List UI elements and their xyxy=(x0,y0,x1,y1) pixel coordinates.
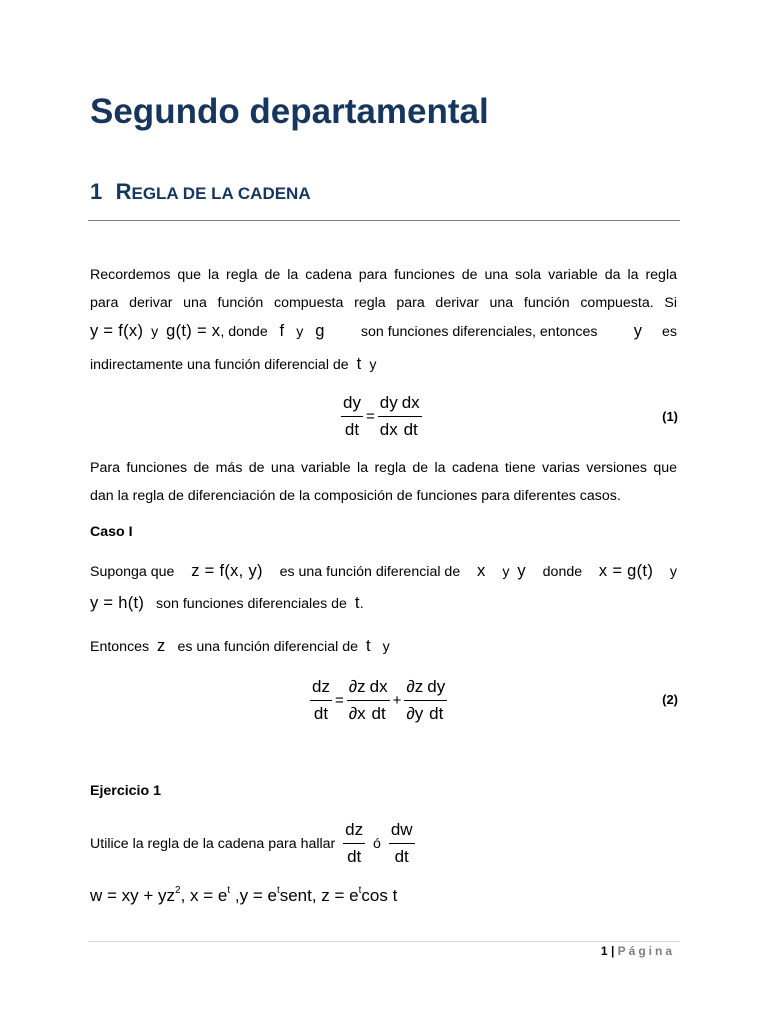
math-y-2: y xyxy=(517,562,526,580)
frac-dz-dt-ex xyxy=(343,820,365,867)
suponga-line-1 xyxy=(90,562,677,581)
equation-1-number: (1) xyxy=(662,409,678,424)
math-y-ht: y = h(t) xyxy=(90,594,145,612)
fe-d-sup: t xyxy=(358,885,362,896)
fe-c-sup: t xyxy=(276,885,280,896)
word-utilice: Utilice la regla de la cadena para hallar xyxy=(90,835,336,852)
para2-line-2: dan la regla de diferenciación de la composición de funciones para diferentes casos. xyxy=(90,488,621,504)
fe-c: ,y = e xyxy=(230,886,277,905)
frac-pz-py xyxy=(404,677,425,724)
word-y-6: y xyxy=(382,639,390,655)
footer-word: Página xyxy=(617,944,675,958)
eq2-t1-den: ∂x xyxy=(348,704,366,723)
word-es-funcion: es una función diferencial de xyxy=(279,564,461,580)
fe-a-sup: 2 xyxy=(175,885,181,896)
word-es: es xyxy=(662,324,677,340)
word-suponga: Suponga que xyxy=(90,564,175,580)
equation-2 xyxy=(310,677,447,724)
word-entonces: Entonces xyxy=(90,639,150,655)
ex-f2-num: dw xyxy=(389,820,415,844)
ex-f1-den: dt xyxy=(347,847,362,866)
section-heading xyxy=(90,179,311,205)
para2-line-1: Para funciones de más de una variable la regla de la cadena tiene varias versiones que xyxy=(90,460,677,476)
math-t-3: t xyxy=(365,637,371,655)
word-y: y xyxy=(151,324,159,340)
ejercicio-heading: Ejercicio 1 xyxy=(90,783,161,799)
suponga-line-2 xyxy=(90,594,677,613)
math-x-gt: x = g(t) xyxy=(598,562,654,580)
caso-heading: Caso I xyxy=(90,524,133,540)
intro-line-4 xyxy=(90,355,677,374)
ex-f1-num: dz xyxy=(343,820,365,844)
math-f: f xyxy=(279,322,285,340)
fe-b: , x = e xyxy=(180,886,228,905)
word-y-3: y xyxy=(369,357,377,373)
section-title-rest: EGLA DE LA CADENA xyxy=(131,184,311,203)
footer-rule xyxy=(88,941,680,942)
eq2-equals: = xyxy=(334,692,344,709)
exercise-equation xyxy=(90,885,677,906)
frac-dx-dt xyxy=(400,393,422,440)
word-y-5: y xyxy=(669,564,677,580)
frac-pz-px xyxy=(347,677,368,724)
page-title: Segundo departamental xyxy=(90,92,489,131)
math-x: x xyxy=(477,562,486,580)
equation-2-number: (2) xyxy=(662,692,678,707)
fe-e: cos t xyxy=(361,886,398,905)
section-number: 1 xyxy=(90,179,103,204)
word-y-4: y xyxy=(502,564,510,580)
intro-line-1: Recordemos que la regla de la cadena para funciones de una sola variable da la regla xyxy=(90,267,677,283)
eq2-lhs-den: dt xyxy=(313,704,329,723)
intro-line-2: para derivar una función compuesta regla para derivar una función compuesta. Si xyxy=(90,295,677,311)
eq1-lhs-den: dt xyxy=(344,420,360,439)
equation-1 xyxy=(341,393,422,440)
math-y-var: y xyxy=(633,322,643,340)
eq1-f2-num: dx xyxy=(400,393,422,417)
page-footer xyxy=(601,944,675,958)
word-indirectamente: indirectamente una función diferencial de xyxy=(90,357,349,373)
eq1-f1-num: dy xyxy=(378,393,400,417)
frac-dw-dt-ex xyxy=(389,820,415,867)
eq2-t3-num: ∂z xyxy=(404,677,425,701)
period: . xyxy=(359,596,364,612)
math-t-2: t xyxy=(354,594,360,612)
ex-f2-den: dt xyxy=(394,847,409,866)
math-t: t xyxy=(356,355,362,373)
word-donde-2: donde xyxy=(542,564,583,580)
eq1-f1-den: dx xyxy=(379,420,398,439)
section-first-letter: R xyxy=(115,179,132,204)
math-y-fx: y = f(x) xyxy=(90,322,144,340)
frac-dy-dt-2 xyxy=(425,677,447,724)
math-z-fxy: z = f(x, y) xyxy=(191,562,263,580)
word-o: ó xyxy=(373,835,381,852)
eq2-t3-den: ∂y xyxy=(406,704,424,723)
word-donde: , donde xyxy=(220,324,268,340)
fe-d: sent, z = e xyxy=(279,886,359,905)
heading-rule xyxy=(88,220,680,221)
math-z: z xyxy=(157,637,166,655)
eq2-t4-num: dy xyxy=(425,677,447,701)
entonces-line xyxy=(90,637,677,656)
word-son-funciones: son funciones diferenciales, entonces xyxy=(360,324,598,340)
page-number: 1 xyxy=(600,944,608,958)
footer-separator: | xyxy=(607,944,618,958)
word-y-2: y xyxy=(296,324,304,340)
frac-dy-dt xyxy=(341,393,363,440)
math-g: g xyxy=(315,322,325,340)
utilice-line xyxy=(90,820,677,867)
eq2-t2-den: dt xyxy=(371,704,386,723)
eq2-t1-num: ∂z xyxy=(347,677,368,701)
eq2-t2-num: dx xyxy=(368,677,390,701)
eq1-f2-den: dt xyxy=(403,420,418,439)
eq2-plus: + xyxy=(392,692,402,709)
fe-b-sup: t xyxy=(227,885,231,896)
eq2-t4-den: dt xyxy=(429,704,444,723)
frac-dz-dt xyxy=(310,677,332,724)
intro-line-3 xyxy=(90,322,677,341)
fe-a: w = xy + yz xyxy=(90,886,176,905)
frac-dy-dx xyxy=(378,393,400,440)
eq1-equals: = xyxy=(365,408,375,425)
math-gt-x: g(t) = x xyxy=(166,322,221,340)
word-es-funcion-2: es una función diferencial de xyxy=(177,639,359,655)
eq2-lhs-num: dz xyxy=(310,677,332,701)
word-son-funciones-2: son funciones diferenciales de xyxy=(156,596,347,612)
frac-dx-dt-2 xyxy=(368,677,390,724)
eq1-lhs-num: dy xyxy=(341,393,363,417)
